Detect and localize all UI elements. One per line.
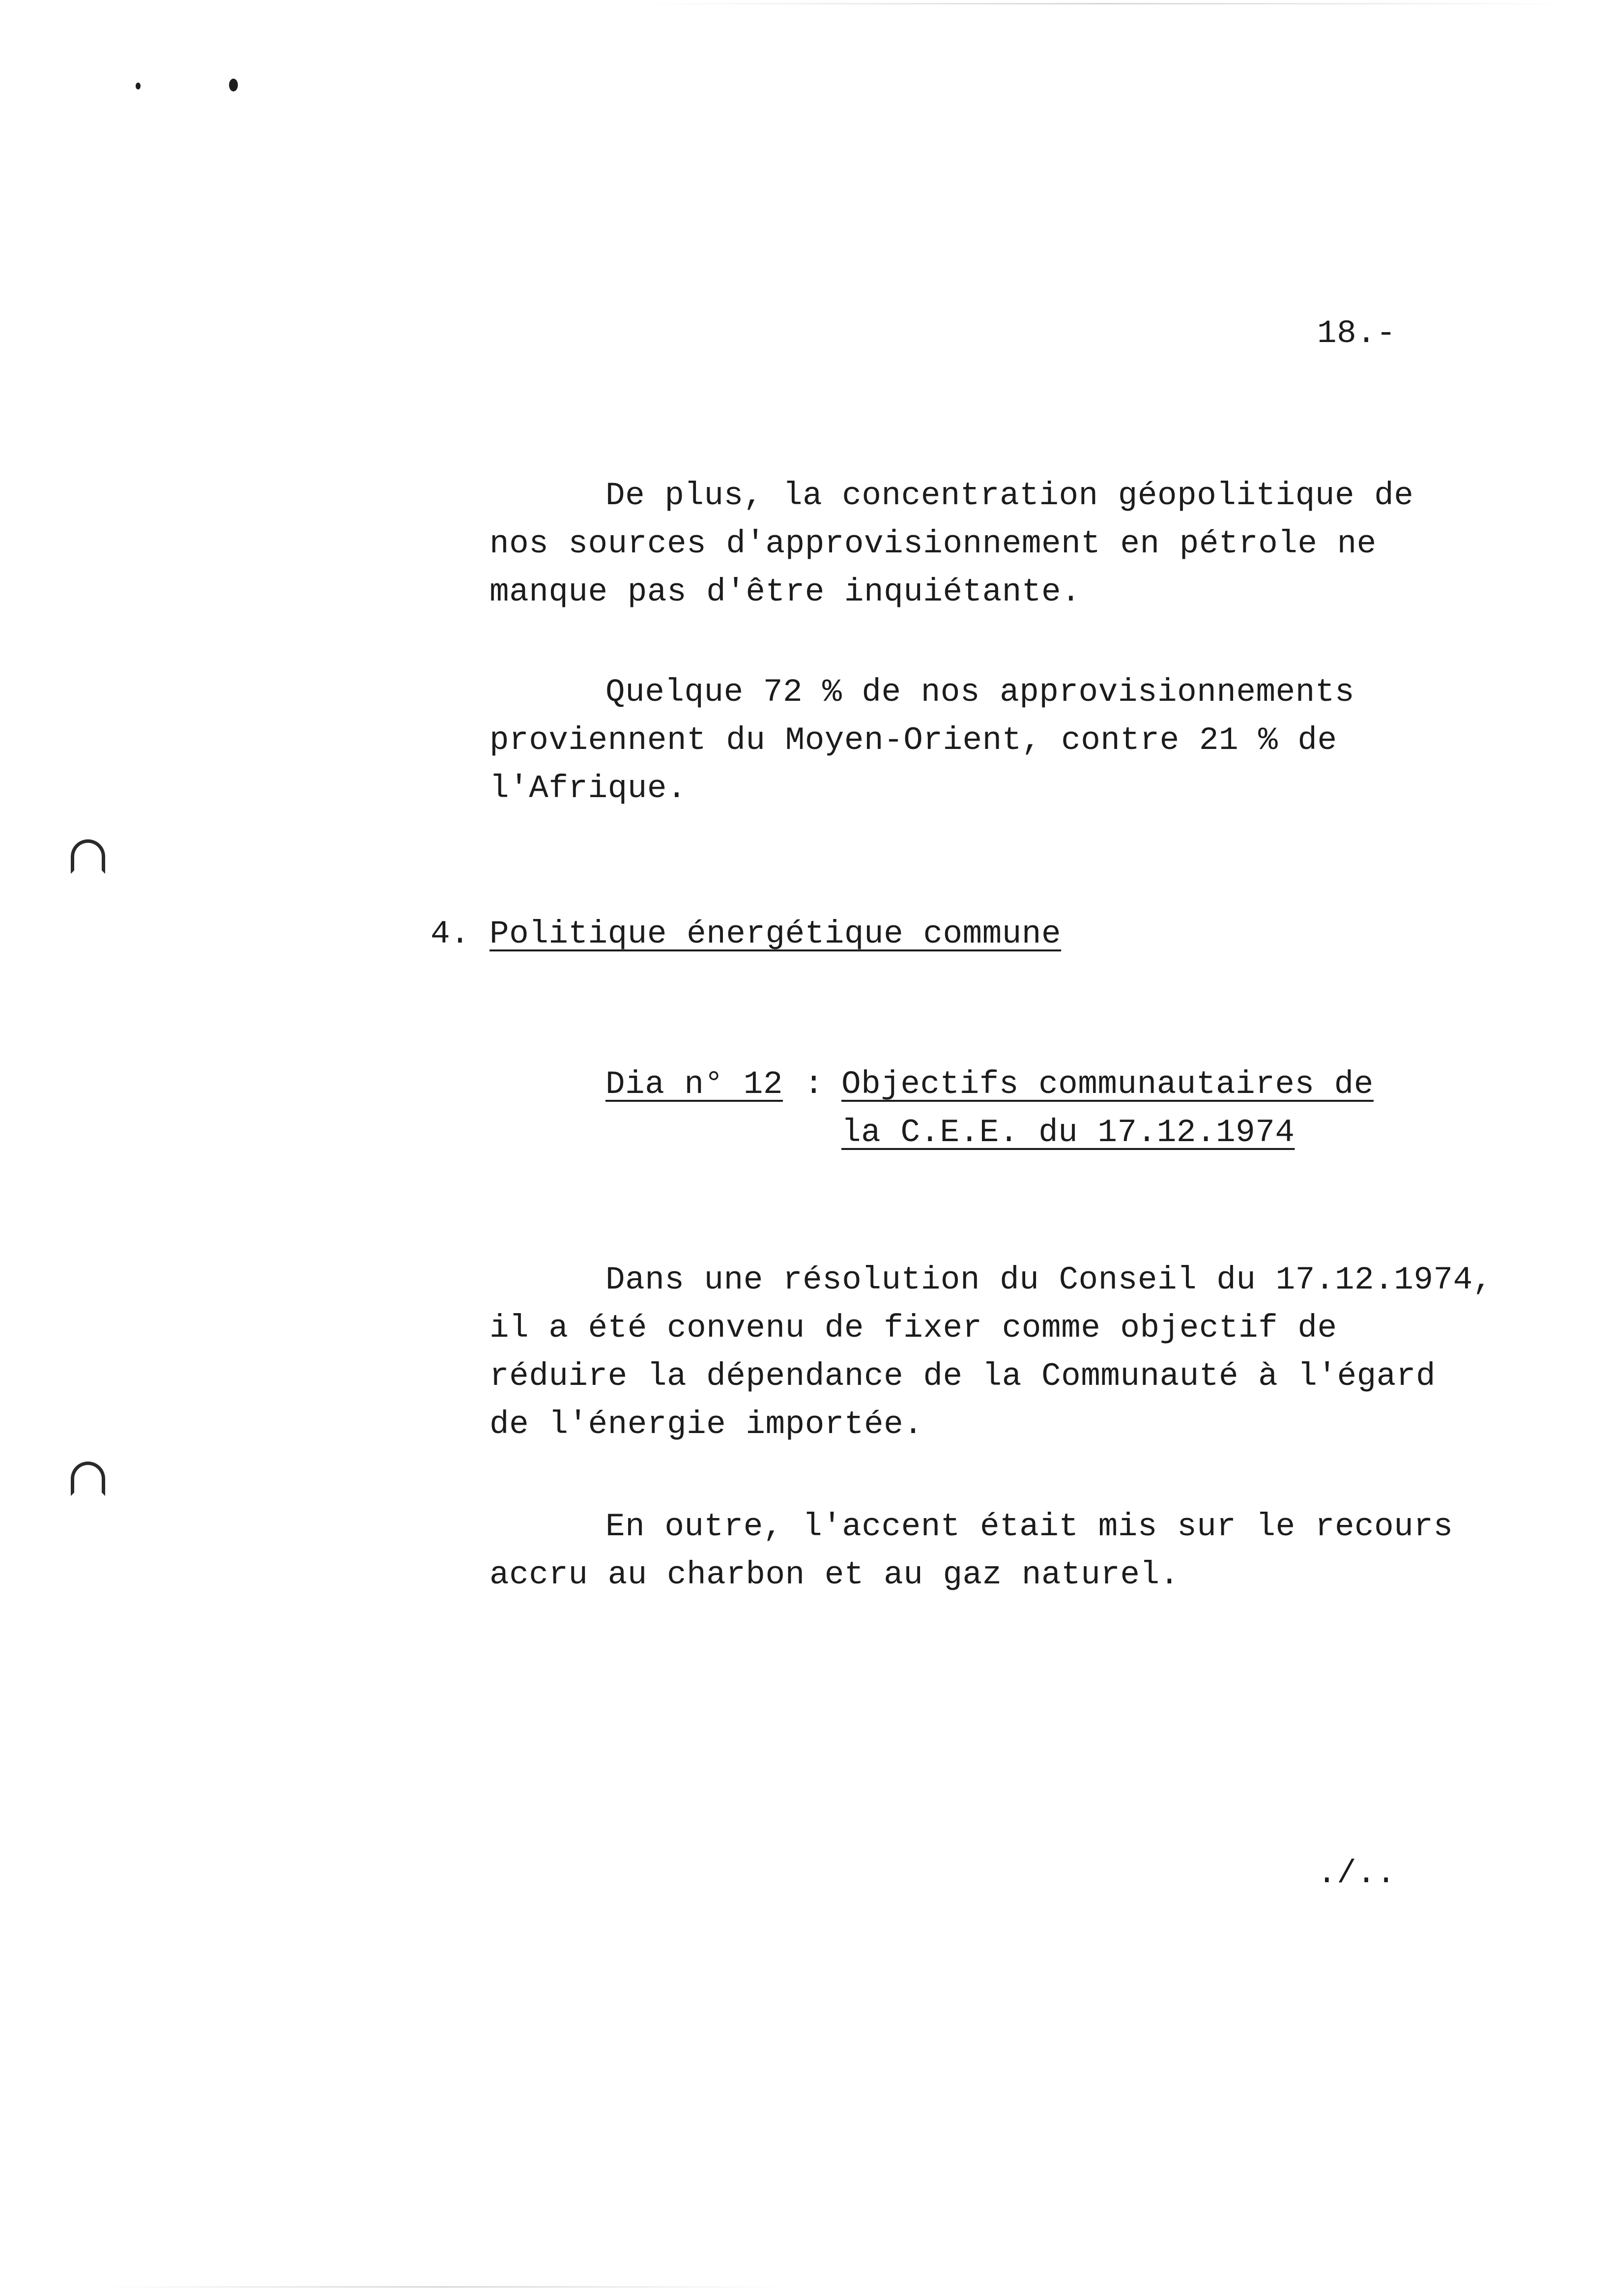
punch-hole-mark — [71, 839, 105, 874]
scan-mark — [229, 79, 238, 91]
slide-title-line: la C.E.E. du 17.12.1974 — [841, 1114, 1295, 1151]
section-title: Politique énergétique commune — [489, 916, 1062, 952]
paragraph-line: Dans une résolution du Conseil du 17.12.1974, — [605, 1262, 1493, 1298]
page-number: 18.- — [1317, 315, 1396, 352]
slide-title-line: Objectifs communautaires de — [841, 1066, 1374, 1103]
scan-mark — [136, 83, 141, 89]
punch-hole-mark — [71, 1462, 105, 1496]
paragraph-line: proviennent du Moyen-Orient, contre 21 % de — [489, 722, 1337, 759]
paragraph-line: nos sources d'approvisionnement en pétrole ne — [489, 525, 1377, 562]
scan-edge — [98, 2286, 786, 2288]
paragraph-line: De plus, la concentration géopolitique de — [605, 477, 1414, 514]
paragraph-line: accru au charbon et au gaz naturel. — [489, 1556, 1180, 1593]
paragraph-line: réduire la dépendance de la Communauté à l'égard — [489, 1358, 1436, 1395]
scan-edge — [639, 3, 1573, 4]
paragraph-line: manque pas d'être inquiétante. — [489, 574, 1081, 610]
paragraph-line: de l'énergie importée. — [489, 1406, 923, 1443]
paragraph-line: il a été convenu de fixer comme objectif de — [489, 1310, 1337, 1347]
slide-label: Dia n° 12 — [605, 1066, 783, 1103]
paragraph-line: En outre, l'accent était mis sur le recours — [605, 1508, 1453, 1545]
paragraph-line: Quelque 72 % de nos approvisionnements — [605, 674, 1355, 711]
slide-separator: : — [804, 1066, 824, 1103]
paragraph-line: l'Afrique. — [489, 770, 687, 807]
continuation-mark: ./.. — [1317, 1855, 1396, 1892]
section-number: 4. — [431, 916, 470, 952]
